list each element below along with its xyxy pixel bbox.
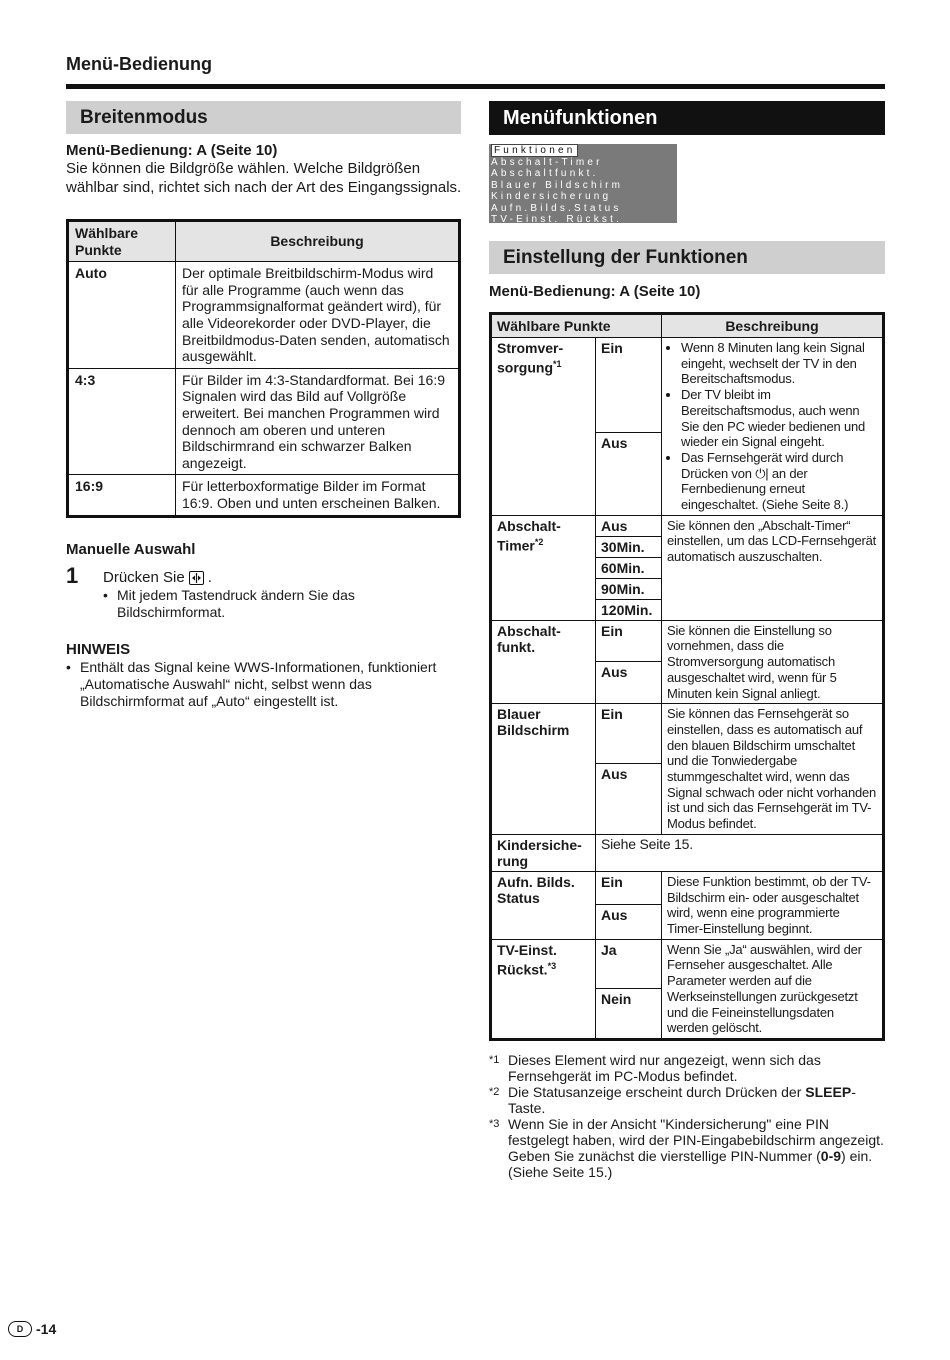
option-on: Ein <box>596 338 662 433</box>
option-off: Aus <box>596 904 662 939</box>
osd-menu-item: Abschaltfunkt. <box>491 168 599 180</box>
power-bullet: • Wenn 8 Minuten lang kein Signal eingeht, wechselt der TV in den Bereitschaftsmodus. <box>681 340 877 387</box>
footnote-mark: *1 <box>489 1054 500 1066</box>
footnote <box>489 1116 885 1180</box>
osd-menu-item: Kindersicherung <box>491 191 612 203</box>
header-divider <box>66 84 885 89</box>
option-on: Ein <box>596 704 662 764</box>
power-bullet: • Das Fernsehgerät wird durch Drücken von ⏻| an der Fernbedienung erneut eingeschaltet. (Siehe Seite 8.) <box>681 450 877 513</box>
footnote <box>489 1052 885 1084</box>
page-section-title: Menü-Bedienung <box>66 54 212 74</box>
step-period: . <box>207 569 212 586</box>
timer-option: 30Min. <box>596 536 662 557</box>
einstellung-menu-ref: Menü-Bedienung: A (Seite 10) <box>489 283 701 300</box>
row-description: Für Bilder im 4:3-Standardformat. Bei 16:9 Signalen wird das Bild auf Vollgröße erweitert. Bei manchen Programmen wird dennoch am oberen und unteren Bildschirmrand ein schwarzer Balken angezeigt. <box>176 368 460 475</box>
breitenmodus-heading: Breitenmodus <box>66 101 461 134</box>
row-description-record-status: Diese Funktion bestimmt, ob der TV-Bildschirm ein- oder ausgeschaltet wird, wenn eine programmierte Timer-Einstellung beginnt. <box>662 871 884 939</box>
step-bullet-text: Mit jedem Tastendruck ändern Sie das Bildschirmformat. <box>117 587 355 620</box>
table-row <box>491 704 884 764</box>
row-description: Für letterboxformatige Bilder im Format 16:9. Oben und unten erscheinen Balken. <box>176 475 460 516</box>
table-row <box>491 834 884 871</box>
hint-heading: HINWEIS <box>66 641 131 658</box>
row-description-tv-reset: Wenn Sie „Ja“ auswählen, wird der Fernseher ausgeschaltet. Alle Parameter werden auf die Werkseinstellungen zurückgesetzt und die Feineinstellungsdaten werden gelöscht. <box>662 939 884 1039</box>
table-row <box>491 620 884 661</box>
row-description-sleep-timer: Sie können den „Abschalt-Timer“ einstellen, um das LCD-Fernsehgerät automatisch auszuschalten. <box>662 515 884 620</box>
row-description-child-lock: Siehe Seite 15. <box>596 834 884 871</box>
footnote <box>489 1084 885 1116</box>
option-off: Aus <box>596 764 662 835</box>
table-row <box>491 939 884 989</box>
row-description-auto-off: Sie können die Einstellung so vornehmen, dass die Stromversorgung automatisch ausgeschaltet wird, wenn für 5 Minuten kein Signal anliegt. <box>662 620 884 704</box>
bullet-glyph: • <box>66 659 71 675</box>
osd-menu-item: Abschalt-Timer <box>491 157 603 168</box>
option-on: Ein <box>596 620 662 661</box>
row-item-sleep-timer: Abschalt-Timer$^{*2}$ <box>491 515 596 620</box>
column-header-items: Wählbare Punkte <box>68 221 176 262</box>
step-number: 1 <box>66 563 79 588</box>
page-number-text: -14 <box>36 1321 57 1337</box>
table-row <box>491 871 884 904</box>
einstellung-heading: Einstellung der Funktionen <box>489 241 885 274</box>
row-item: Auto <box>68 262 176 369</box>
breitenmodus-intro: Sie können die Bildgröße wählen. Welche Bildgrößen wählbar sind, richtet sich nach der Art des Eingangssignals. <box>66 160 462 196</box>
osd-menu-header: Funktionen <box>491 144 578 157</box>
row-description-blue-screen: Sie können das Fernsehgerät so einstellen, dass es automatisch auf den blauen Bildschirm umschaltet und die Tonwiedergabe stummgeschaltet wird, wenn das Signal schwach oder nicht vorhanden ist und sich das Fernsehgerät im TV-Modus befindet. <box>662 704 884 835</box>
step-instruction <box>103 569 212 586</box>
row-item-child-lock: Kindersiche-rung <box>491 834 596 871</box>
footnote-mark: *3 <box>489 1118 500 1130</box>
option-off: Aus <box>596 661 662 704</box>
bullet-glyph: • <box>103 587 108 603</box>
footnote-text: Dieses Element wird nur angezeigt, wenn sich das Fernsehgerät im PC-Modus befindet. <box>508 1052 821 1084</box>
table-row <box>68 475 460 516</box>
osd-menu-item: Aufn.Bilds.Status <box>491 202 622 214</box>
osd-menu-item: Blauer Bildschirm <box>491 179 624 191</box>
footnote-text: Die Statusanzeige erscheint durch Drücken der SLEEP-Taste. <box>508 1084 856 1116</box>
timer-option: Aus <box>596 515 662 536</box>
option-yes: Ja <box>596 939 662 989</box>
functions-table <box>489 312 885 1041</box>
table-row <box>491 338 884 433</box>
row-item-power: Stromver-sorgung$^{*1}$ <box>491 338 596 516</box>
power-bullet: • Der TV bleibt im Bereitschaftsmodus, auch wenn Sie den PC wieder bedienen und wieder ein Signal eingeht. <box>681 387 877 450</box>
table-row <box>491 515 884 536</box>
osd-menu-preview <box>489 144 677 226</box>
row-description-power <box>662 338 884 516</box>
page-number <box>8 1321 56 1337</box>
row-item: 16:9 <box>68 475 176 516</box>
row-item: 4:3 <box>68 368 176 475</box>
option-off: Aus <box>596 433 662 516</box>
column-header-items: Wählbare Punkte <box>491 314 662 338</box>
footnote-mark: *2 <box>489 1086 500 1098</box>
option-no: Nein <box>596 989 662 1040</box>
table-row <box>68 368 460 475</box>
row-item-record-status: Aufn. Bilds. Status <box>491 871 596 939</box>
breitenmodus-table <box>66 219 461 518</box>
hint-bullet <box>66 659 466 710</box>
row-item-blue-screen: Blauer Bildschirm <box>491 704 596 835</box>
timer-option: 120Min. <box>596 599 662 620</box>
hint-text: Enthält das Signal keine WWS-Informationen, funktioniert „Automatische Auswahl“ nicht, selbst wenn das Bildschirmformat auf „Auto“ eingestellt ist. <box>80 659 437 709</box>
footnote-text: Wenn Sie in der Ansicht "Kindersicherung" eine PIN festgelegt haben, wird der PIN-Eingabebildschirm angezeigt. Geben Sie zunächst die vierstellige PIN-Nummer (0-9) ein. (Siehe Seite 15.) <box>508 1116 884 1180</box>
row-description: Der optimale Breitbildschirm-Modus wird für alle Programme (auch wenn das Programmsignalformat geändert wird), für alle Videorekorder oder DVD-Player, die Breitbildmodus-Daten senden, automatisch ausgewählt. <box>176 262 460 369</box>
column-header-description: Beschreibung <box>662 314 884 338</box>
menufunktionen-heading: Menüfunktionen <box>489 101 885 135</box>
timer-option: 90Min. <box>596 578 662 599</box>
breitenmodus-menu-ref: Menü-Bedienung: A (Seite 10) <box>66 142 278 159</box>
language-badge: D <box>8 1321 32 1337</box>
table-row <box>68 262 460 369</box>
column-header-description: Beschreibung <box>176 221 460 262</box>
step-bullet <box>103 587 423 621</box>
row-item-auto-off: Abschalt-funkt. <box>491 620 596 704</box>
option-on: Ein <box>596 871 662 904</box>
osd-menu-item: TV-Einst. Rückst. <box>491 214 623 226</box>
wide-mode-button-icon <box>189 571 204 585</box>
timer-option: 60Min. <box>596 557 662 578</box>
row-item-tv-reset: TV-Einst. Rückst.$^{*3}$ <box>491 939 596 1039</box>
step-text: Drücken Sie <box>103 569 185 586</box>
manual-selection-heading: Manuelle Auswahl <box>66 541 196 558</box>
footnotes <box>489 1052 885 1180</box>
